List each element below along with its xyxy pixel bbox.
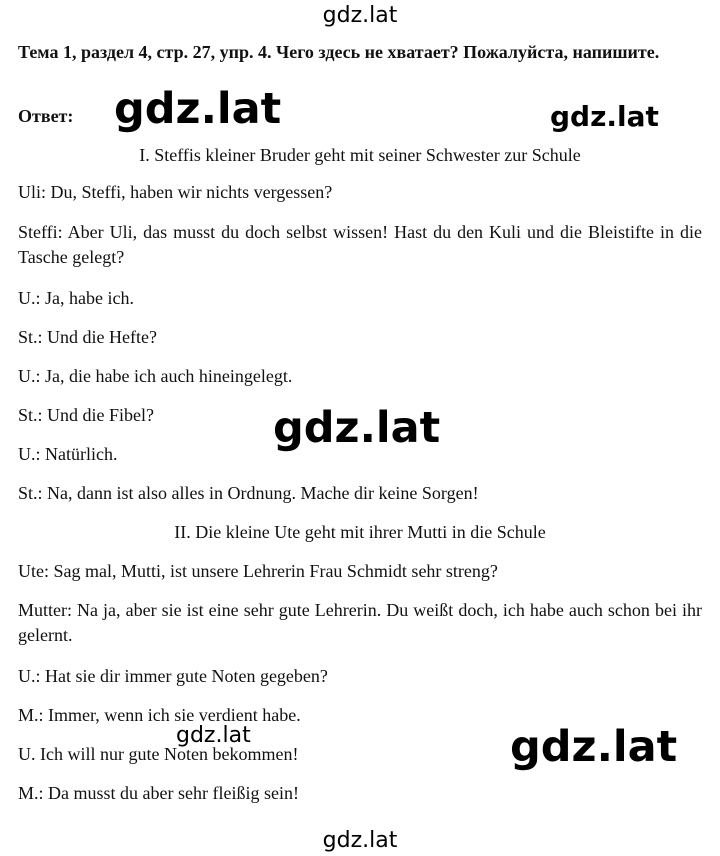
- dialogue-line: U.: Hat sie dir immer gute Noten gegeben?: [18, 666, 328, 686]
- watermark-top: gdz.lat: [322, 3, 398, 28]
- dialogue-line: U.: Ja, die habe ich auch hineingelegt.: [18, 366, 293, 386]
- task-heading: Тема 1, раздел 4, стр. 27, упр. 4. Чего здесь не хватает? Пожалуйста, напишите.: [18, 42, 660, 62]
- answer-label: Ответ:: [18, 106, 74, 126]
- watermark-large: gdz.lat: [114, 84, 282, 134]
- watermark-small: gdz.lat: [176, 723, 251, 748]
- dialogue-line: Steffi: Aber Uli, das musst du doch selbst wissen! Hast du den Kuli und die Bleistifte in die Tasche gelegt?: [18, 222, 702, 267]
- section1-title: I. Steffis kleiner Bruder geht mit seiner Schwester zur Schule: [139, 145, 581, 165]
- dialogue-line: Ute: Sag mal, Mutti, ist unsere Lehrerin Frau Schmidt sehr streng?: [18, 561, 498, 581]
- dialogue-line: St.: Und die Hefte?: [18, 327, 157, 347]
- dialogue-line: St.: Und die Fibel?: [18, 405, 154, 425]
- dialogue-line: M.: Immer, wenn ich sie verdient habe.: [18, 705, 301, 725]
- dialogue-line: St.: Na, dann ist also alles in Ordnung. Mache dir keine Sorgen!: [18, 483, 479, 503]
- dialogue-line: U. Ich will nur gute Noten bekommen!: [18, 744, 299, 764]
- section2-title: II. Die kleine Ute geht mit ihrer Mutti in die Schule: [174, 522, 546, 542]
- dialogue-line: U.: Ja, habe ich.: [18, 288, 134, 308]
- watermark-bottom: gdz.lat: [322, 828, 398, 853]
- dialogue-line: U.: Natürlich.: [18, 444, 118, 464]
- dialogue-line: M.: Da musst du aber sehr fleißig sein!: [18, 783, 299, 803]
- dialogue-line: Mutter: Na ja, aber sie ist eine sehr gute Lehrerin. Du weißt doch, ich habe auch schon bei ihr gelernt.: [18, 600, 702, 645]
- watermark-medium: gdz.lat: [550, 100, 659, 133]
- watermark-large: gdz.lat: [273, 403, 441, 453]
- watermark-large: gdz.lat: [510, 722, 678, 772]
- dialogue-line: Uli: Du, Steffi, haben wir nichts vergessen?: [18, 182, 333, 202]
